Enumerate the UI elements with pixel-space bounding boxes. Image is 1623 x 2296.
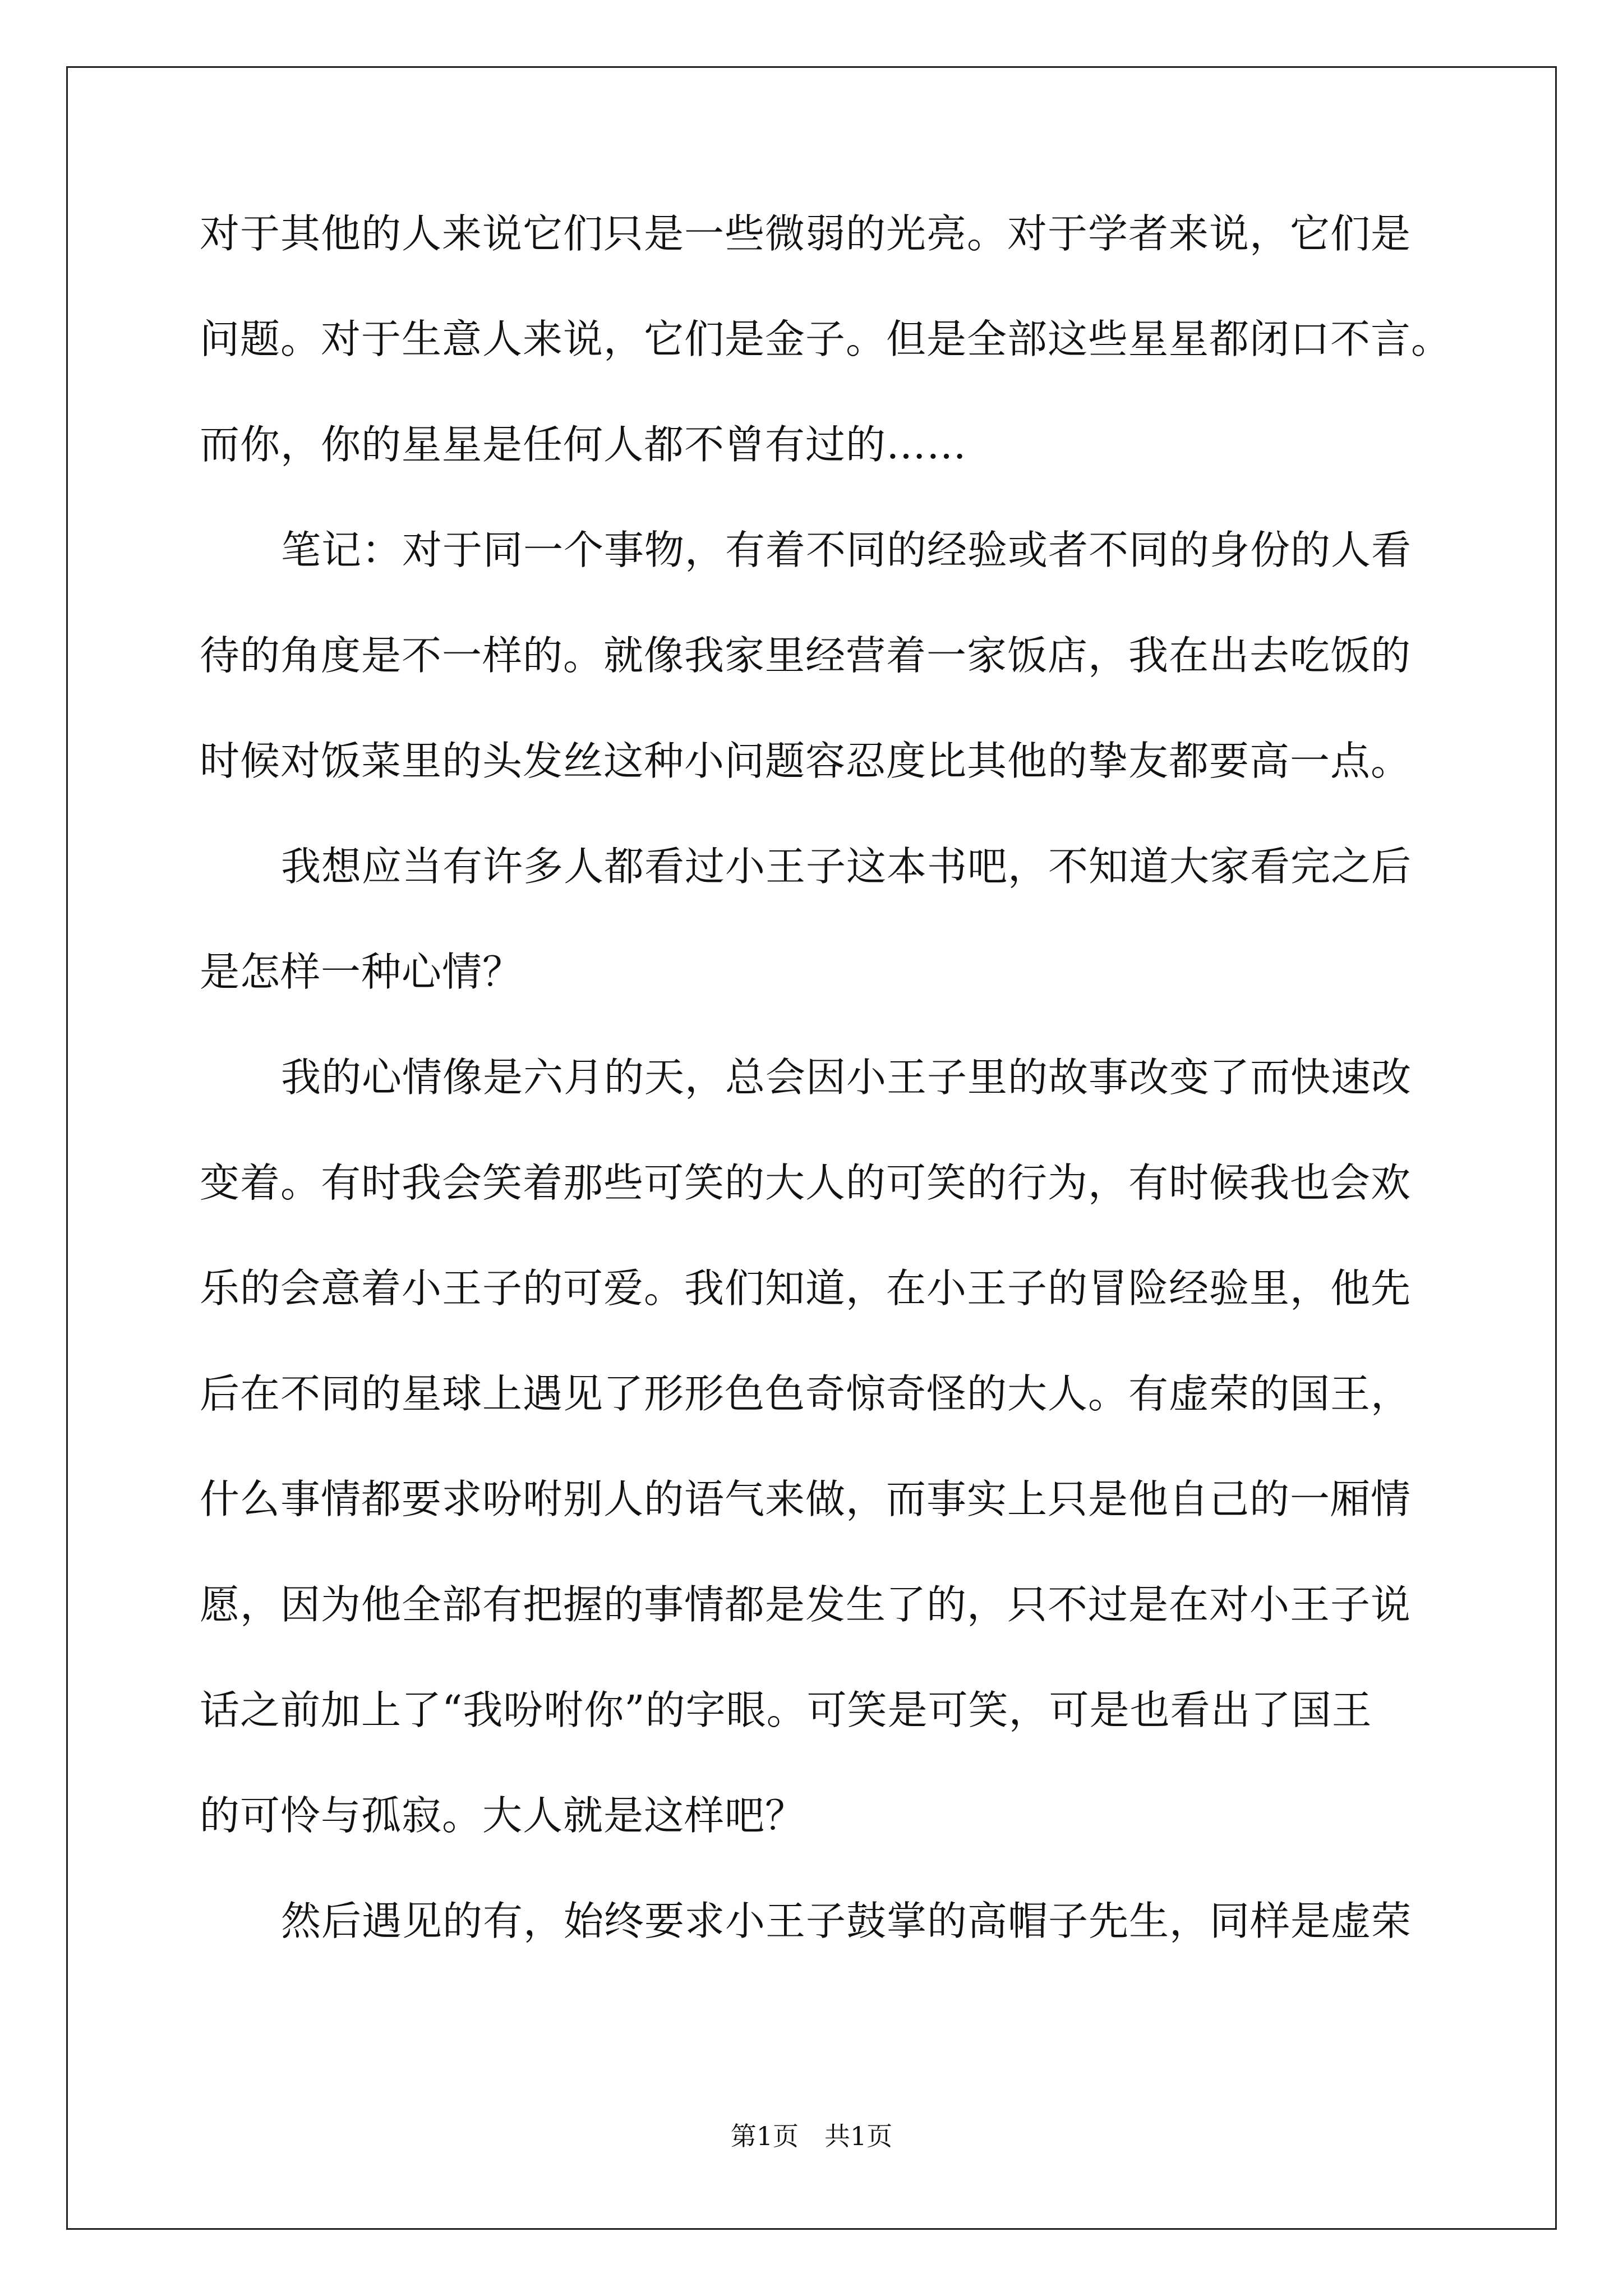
text-line: 后在不同的星球上遇见了形形色色奇惊奇怪的大人。有虚荣的国王， bbox=[200, 1370, 1412, 1417]
text-line: 愿，因为他全部有把握的事情都是发生了的，只不过是在对小王子说 bbox=[200, 1581, 1412, 1628]
text-line: 时候对饭菜里的头发丝这种小问题容忍度比其他的挚友都要高一点。 bbox=[200, 738, 1412, 784]
text-line: 问题。对于生意人来说，它们是金子。但是全部这些星星都闭口不言。 bbox=[200, 316, 1452, 362]
page-footer bbox=[0, 2119, 1623, 2153]
paragraph-first-line: 然后遇见的有，始终要求小王子鼓掌的高帽子先生，同样是虚荣 bbox=[281, 1898, 1412, 1944]
page-number-current: 第1页 bbox=[730, 2121, 799, 2151]
text-line: 什么事情都要求吩咐别人的语气来做，而事实上只是他自己的一厢情 bbox=[200, 1476, 1412, 1522]
text-line: 变着。有时我会笑着那些可笑的大人的可笑的行为，有时候我也会欢 bbox=[200, 1159, 1412, 1206]
text-line: 乐的会意着小王子的可爱。我们知道，在小王子的冒险经验里，他先 bbox=[200, 1265, 1412, 1312]
text-line: 的可怜与孤寂。大人就是这样吧？ bbox=[200, 1792, 806, 1839]
page-number-total: 共1页 bbox=[824, 2121, 893, 2151]
text-line: 话之前加上了“我吩咐你”的字眼。可笑是可笑，可是也看出了国王 bbox=[200, 1687, 1372, 1733]
paragraph-first-line: 我想应当有许多人都看过小王子这本书吧，不知道大家看完之后 bbox=[281, 843, 1412, 890]
paragraph-first-line: 我的心情像是六月的天，总会因小王子里的故事改变了而快速改 bbox=[281, 1054, 1412, 1101]
text-line: 待的角度是不一样的。就像我家里经营着一家饭店，我在出去吃饭的 bbox=[200, 632, 1412, 679]
text-line: 是怎样一种心情？ bbox=[200, 949, 523, 995]
text-line: 对于其他的人来说它们只是一些微弱的光亮。对于学者来说，它们是 bbox=[200, 210, 1412, 257]
text-line: 而你，你的星星是任何人都不曾有过的…… bbox=[200, 421, 967, 468]
paragraph-first-line: 笔记：对于同一个事物，有着不同的经验或者不同的身份的人看 bbox=[281, 527, 1412, 573]
